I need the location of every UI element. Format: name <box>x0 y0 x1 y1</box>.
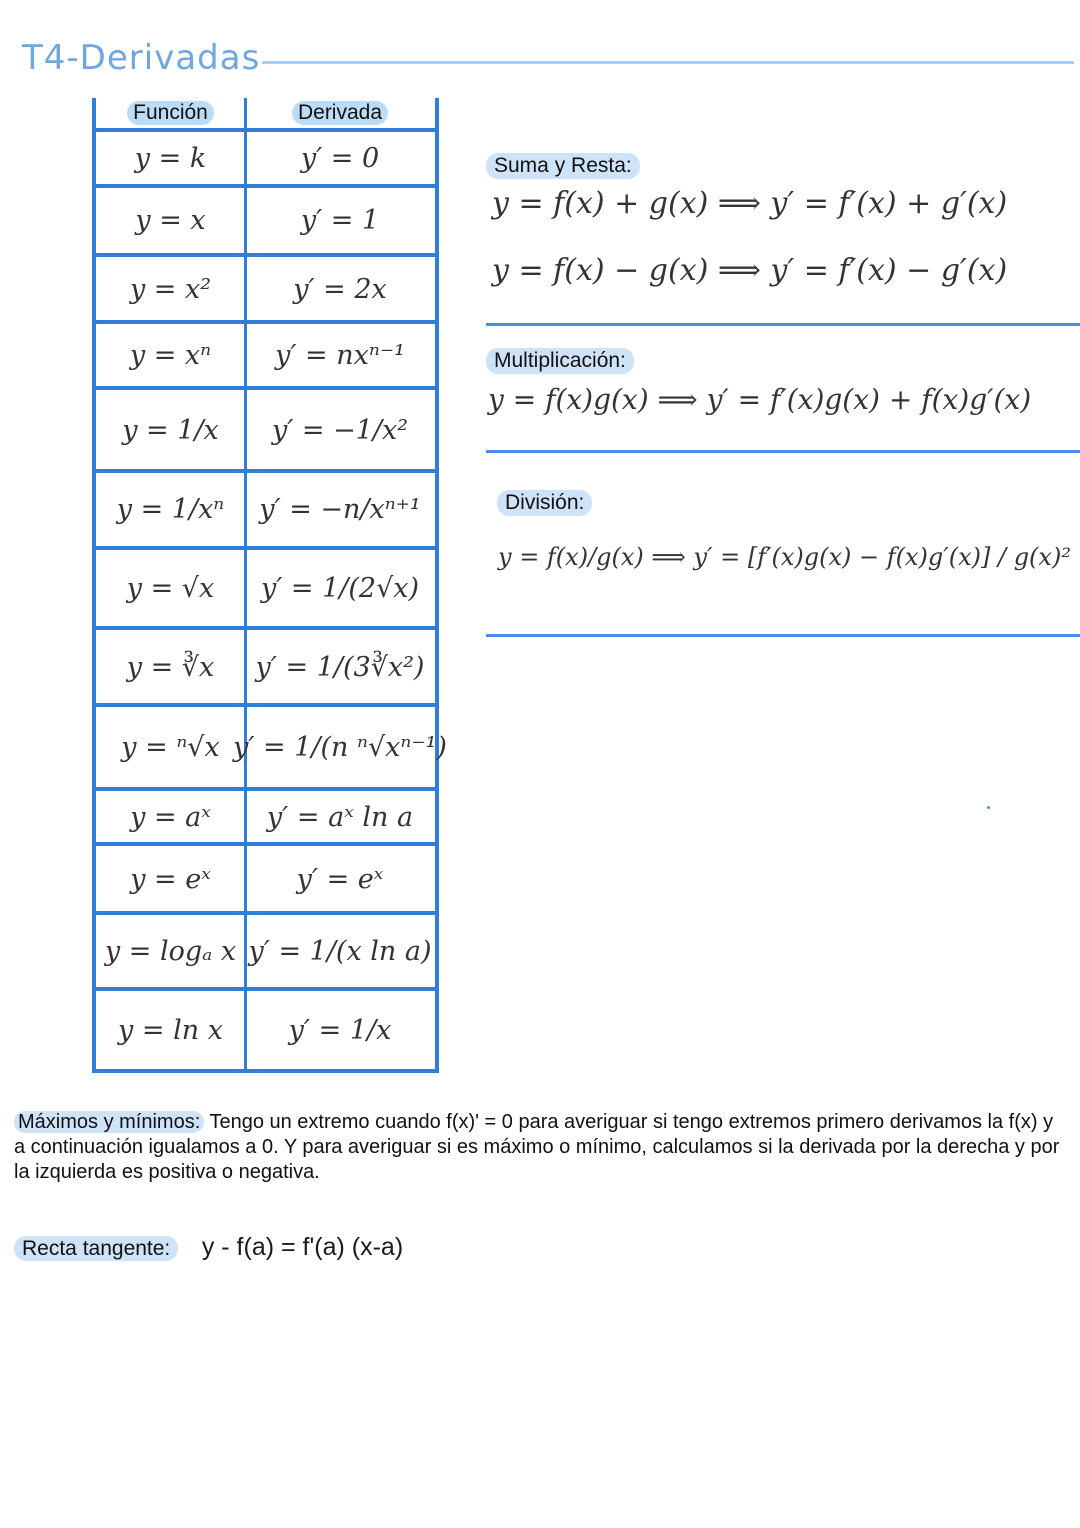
function-cell: y = aˣ <box>130 801 211 833</box>
table-row <box>96 253 435 321</box>
sum-formula: y = f(x) + g(x) ⟹ y′ = f′(x) + g′(x) <box>492 186 1008 221</box>
table-row <box>96 787 435 843</box>
derivative-cell: y′ = eˣ <box>296 863 384 895</box>
header-derivative: Derivada <box>245 98 435 128</box>
table-row <box>96 320 435 387</box>
table-row <box>96 469 435 546</box>
derivative-cell: y′ = 1 <box>300 205 380 236</box>
table-row <box>96 184 435 253</box>
function-cell: y = logₐ x <box>104 936 237 967</box>
maxima-minima-label: Máximos y mínimos: <box>14 1111 204 1133</box>
table-row <box>96 386 435 470</box>
page-title: T4-Derivadas <box>22 38 261 78</box>
function-cell: y = x <box>135 205 206 236</box>
function-cell: y = 1/x <box>122 414 219 446</box>
derivative-cell: y′ = 2x <box>293 273 387 305</box>
derivative-cell: y′ = 1/(n ⁿ√xⁿ⁻¹) <box>233 732 447 763</box>
table-row <box>96 842 435 912</box>
function-cell: y = k <box>134 143 207 174</box>
stray-dot <box>987 806 990 809</box>
section-divider <box>486 323 1080 326</box>
division-label: División: <box>497 490 592 516</box>
function-cell: y = √x <box>126 572 215 604</box>
subtract-formula: y = f(x) − g(x) ⟹ y′ = f′(x) − g′(x) <box>492 253 1008 288</box>
tangent-line-section <box>14 1233 403 1262</box>
derivative-cell: y′ = 1/(x ln a) <box>248 936 432 967</box>
derivative-cell: y′ = −n/xⁿ⁺¹ <box>259 494 421 525</box>
table-header-row <box>96 98 435 128</box>
derivative-cell: y′ = −1/x² <box>271 414 409 446</box>
maxima-minima-paragraph <box>14 1110 1069 1185</box>
function-cell: y = ∛x <box>126 651 215 683</box>
table-row <box>96 626 435 704</box>
header-function: Función <box>96 98 245 128</box>
derivatives-table <box>92 98 447 1073</box>
tangent-equation: y - f(a) = f'(a) (x-a) <box>201 1233 404 1261</box>
derivative-cell: y′ = nxⁿ⁻¹ <box>275 340 405 371</box>
section-divider <box>486 450 1080 453</box>
table-row <box>96 128 435 185</box>
maxima-minima-text: Tengo un extremo cuando f(x)' = 0 para averiguar si tengo extremos primero derivamos la f(x) y a continuación igualamos a 0. Y para averiguar si es máximo o mínimo, calculamos si la derivada por la derecha y por la izquierda es positiva o negativa. <box>14 1111 1060 1183</box>
section-divider <box>486 634 1080 637</box>
table-row <box>96 911 435 988</box>
function-cell: y = ⁿ√x <box>121 732 220 763</box>
table-row <box>96 987 435 1069</box>
derivative-cell: y′ = 1/(2√x) <box>260 572 420 604</box>
title-underline <box>230 61 1074 64</box>
function-cell: y = x² <box>129 273 212 305</box>
quotient-formula: y = f(x)/g(x) ⟹ y′ = [f′(x)g(x) − f(x)g′(x)] / g(x)² <box>498 543 1071 571</box>
function-cell: y = ln x <box>118 1014 223 1046</box>
function-cell: y = eˣ <box>130 863 211 895</box>
function-cell: y = 1/xⁿ <box>116 494 225 525</box>
table-row <box>96 703 447 788</box>
function-cell: y = xⁿ <box>129 340 212 371</box>
multiplication-label: Multiplicación: <box>486 348 634 374</box>
derivative-cell: y′ = 1/(3∛x²) <box>255 651 425 683</box>
sum-subtract-label: Suma y Resta: <box>486 153 640 179</box>
derivative-cell: y′ = 1/x <box>288 1014 392 1046</box>
derivative-cell: y′ = aˣ ln a <box>266 801 414 833</box>
table-row <box>96 546 435 626</box>
product-formula: y = f(x)g(x) ⟹ y′ = f′(x)g(x) + f(x)g′(x) <box>488 383 1032 416</box>
derivative-cell: y′ = 0 <box>300 143 380 174</box>
tangent-label: Recta tangente: <box>14 1236 178 1261</box>
